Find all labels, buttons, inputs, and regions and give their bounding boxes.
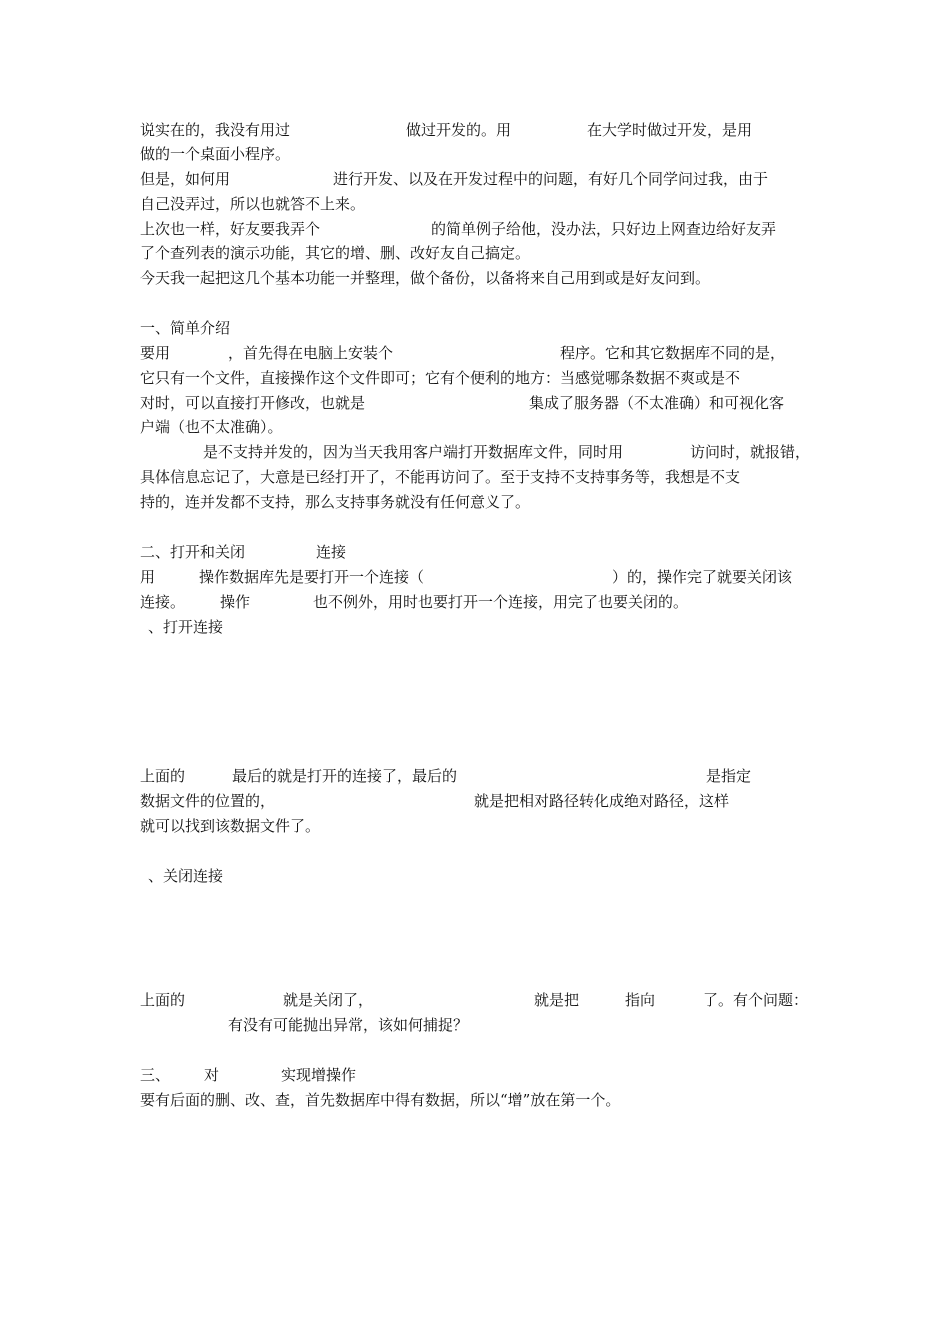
section2-line-2a: 连接。	[140, 593, 186, 611]
section3-heading-c: 实现增操作	[281, 1066, 357, 1084]
intro-line-2: 做的一个桌面小程序。	[140, 145, 291, 163]
intro-line-5a: 上次也一样，好友要我弄个	[140, 220, 321, 238]
section3-heading-a: 三、	[140, 1066, 171, 1084]
section1-line-1c: 程序。它和其它数据库不同的是，	[560, 344, 786, 362]
section1-line-7: 持的，连并发都不支持，那么支持事务就没有任何意义了。	[140, 493, 531, 511]
intro-line-4: 自己没弄过，所以也就答不上来。	[140, 195, 366, 213]
open-line-3: 就可以找到该数据文件了。	[140, 817, 321, 835]
close-line-2: 有没有可能抛出异常，该如何捕捉？	[228, 1016, 469, 1034]
close-line-1c: 就是把	[534, 991, 580, 1009]
section1-line-1b: ，首先得在电脑上安装个	[228, 344, 394, 362]
section2-line-2c: 也不例外，用时也要打开一个连接，用完了也要关闭的。	[313, 593, 689, 611]
intro-line-3a: 但是，如何用	[140, 170, 231, 188]
section3-heading-b: 对	[204, 1066, 220, 1084]
close-connection-heading: 、关闭连接	[148, 867, 224, 885]
section1-line-3a: 对时，可以直接打开修改，也就是	[140, 394, 366, 412]
open-line-1c: 是指定	[706, 767, 752, 785]
section1-line-5b: 访问时，就报错，	[690, 443, 811, 461]
section1-line-1a: 要用	[140, 344, 171, 362]
intro-line-5b: 的简单例子给他，没办法，只好边上网查边给好友弄	[431, 220, 777, 238]
intro-line-6: 了个查列表的演示功能，其它的增、删、改好友自己搞定。	[140, 244, 531, 262]
section2-heading-b: 连接	[316, 543, 347, 561]
section1-line-4: 户端（也不太准确）。	[140, 418, 283, 436]
section2-line-2b: 操作	[220, 593, 251, 611]
open-line-1a: 上面的	[140, 767, 186, 785]
section3-line-1: 要有后面的删、改、查，首先数据库中得有数据，所以“增”放在第一个。	[140, 1091, 621, 1109]
intro-line-1c: 在大学时做过开发，是用	[587, 121, 753, 139]
close-line-1b: 就是关闭了，	[283, 991, 374, 1009]
open-line-2a: 数据文件的位置的，	[140, 792, 276, 810]
section1-line-6: 具体信息忘记了，大意是已经打开了，不能再访问了。至于支持不支持事务等，我想是不支	[140, 468, 741, 486]
section1-line-5a: 是不支持并发的，因为当天我用客户端打开数据库文件，同时用	[203, 443, 624, 461]
section1-heading: 一、简单介绍	[140, 319, 231, 337]
section2-line-1a: 用	[140, 568, 156, 586]
open-line-1b: 最后的就是打开的连接了，最后的	[232, 767, 458, 785]
intro-line-3b: 进行开发、以及在开发过程中的问题，有好几个同学问过我，由于	[333, 170, 769, 188]
open-line-2b: 就是把相对路径转化成绝对路径，这样	[474, 792, 730, 810]
section1-line-2: 它只有一个文件，直接操作这个文件即可；它有个便利的地方：当感觉哪条数据不爽或是不	[140, 369, 741, 387]
close-line-1d: 指向	[625, 991, 656, 1009]
intro-line-1b: 做过开发的。用	[406, 121, 512, 139]
intro-line-7: 今天我一起把这几个基本功能一并整理，做个备份，以备将来自己用到或是好友问到。	[140, 269, 711, 287]
section2-line-1c: ）的，操作完了就要关闭该	[612, 568, 793, 586]
section2-heading-a: 二、打开和关闭	[140, 543, 246, 561]
close-line-1a: 上面的	[140, 991, 186, 1009]
close-line-1e: 了。有个问题：	[703, 991, 809, 1009]
open-connection-heading: 、打开连接	[148, 618, 224, 636]
intro-line-1a: 说实在的，我没有用过	[140, 121, 291, 139]
section2-line-1b: 操作数据库先是要打开一个连接（	[199, 568, 425, 586]
section1-line-3b: 集成了服务器（不太准确）和可视化客	[529, 394, 785, 412]
